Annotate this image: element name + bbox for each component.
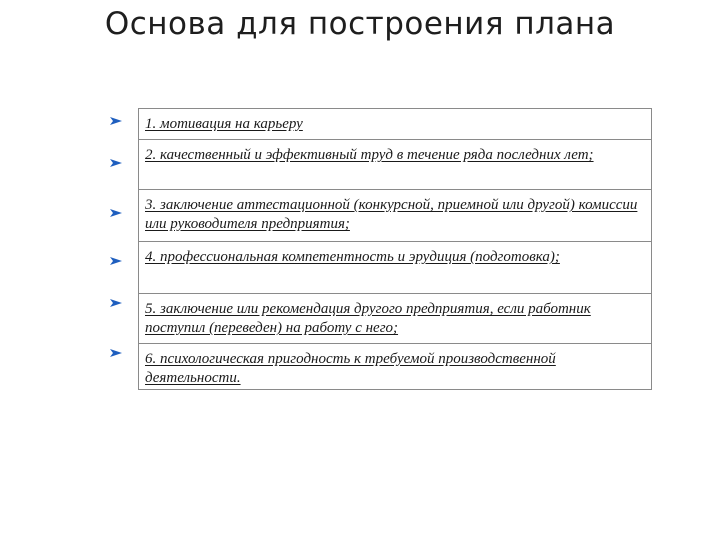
slide-title: Основа для построения плана (104, 6, 616, 42)
arrow-bullet-icon (110, 158, 122, 168)
criteria-row: 3. заключение аттестационной (конкурсной, приемной или другой) комиссии или руководителя предприятия; (139, 189, 651, 241)
arrow-bullet-icon (110, 208, 122, 218)
criteria-row: 1. мотивация на карьеру (145, 116, 303, 132)
arrow-bullet-icon (110, 256, 122, 266)
arrow-bullet-icon (110, 116, 122, 126)
criteria-row: 2. качественный и эффективный труд в течение ряда последних лет; (139, 139, 651, 189)
criteria-row: 5. заключение или рекомендация другого предприятия, если работник поступил (переведен) на работу с него; (139, 293, 651, 343)
criteria-row: 4. профессиональная компетентность и эрудиция (подготовка); (139, 241, 651, 293)
criteria-table (138, 108, 652, 390)
criteria-row: 6. психологическая пригодность к требуемой производственной деятельности. (139, 343, 651, 389)
arrow-bullet-icon (110, 348, 122, 358)
arrow-bullet-icon (110, 298, 122, 308)
